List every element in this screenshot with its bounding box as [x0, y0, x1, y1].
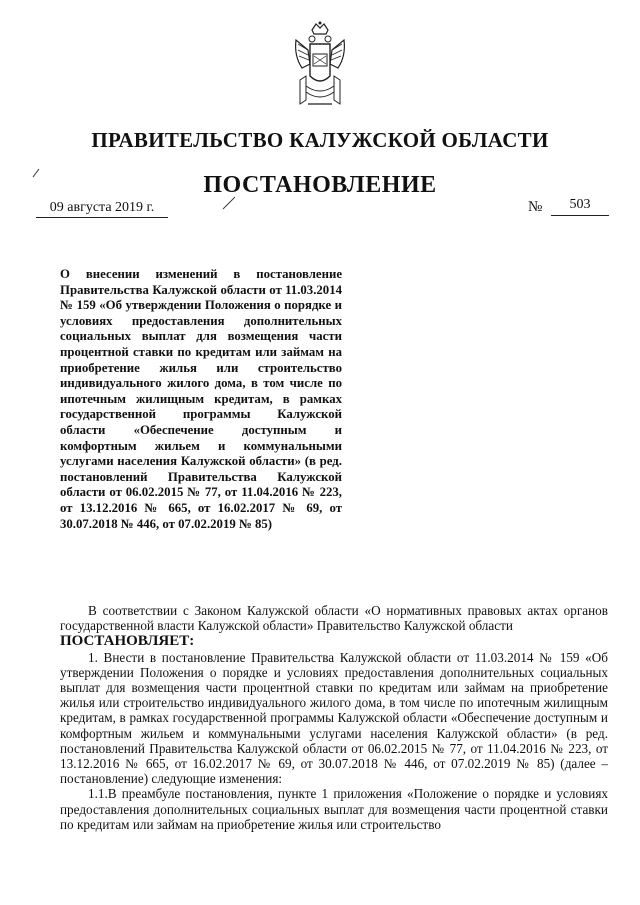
document-body	[60, 603, 608, 832]
pen-tick-icon	[32, 168, 40, 178]
document-subject: О внесении изменений в постановление Правительства Калужской области от 11.03.2014 № 159 «Об утверждении Положения о порядке и условиях предоставления дополнительных социальных выплат для возмещения части процентной ставки по кредитам или займам на приобретение жилья или строительство индивидуального жилого дома, в том числе по ипотечным жилищным кредитам, в рамках государственной программы Калужской области «Обеспечение доступным и комфортным жильем и коммунальными услугами населения Калужской области» (в ред. постановлений Правительства Калужской области от 06.02.2015 № 77, от 11.04.2016 № 223, от 13.12.2016 № 665, от 16.02.2017 № 69, от 30.07.2018 № 446, от 07.02.2019 № 85)	[60, 267, 342, 531]
item-1-1-paragraph: 1.1.В преамбуле постановления, пункте 1 приложения «Положение о порядке и условиях предоставления дополнительных социальных выплат для возмещения части процентной ставки по кредитам или займам на приобретение жилья или строительство	[60, 786, 608, 832]
document-number: 503	[551, 197, 609, 216]
resolves-heading	[60, 633, 608, 649]
intro-text: В соответствии с Законом Калужской области «О нормативных правовых актах органов государственной власти Калужской области» Правительство Калужской области	[60, 603, 608, 634]
document-date: 09 августа 2019 г.	[36, 200, 168, 218]
coat-of-arms-icon	[290, 20, 350, 108]
document-type-title: ПОСТАНОВЛЕНИЕ	[203, 172, 437, 198]
org-title: ПРАВИТЕЛЬСТВО КАЛУЖСКОЙ ОБЛАСТИ	[91, 128, 549, 152]
intro-paragraph	[60, 603, 608, 633]
document-number-label: №	[528, 199, 543, 215]
resolves-text: ПОСТАНОВЛЯЕТ:	[60, 633, 195, 650]
pen-stroke-icon	[222, 196, 236, 210]
item-1-paragraph: 1. Внести в постановление Правительства Калужской области от 11.03.2014 № 159 «Об утверждении Положения о порядке и условиях предоставления дополнительных социальных выплат для возмещения части процентной ставки по кредитам или займам на приобретение жилья или строительство индивидуального жилого дома, в том числе по ипотечным жилищным кредитам, в рамках государственной программы Калужской области «Обеспечение доступным и комфортным жильем и коммунальными услугами населения Калужской области» (в ред. постановлений Правительства Калужской области от 06.02.2015 № 77, от 11.04.2016 № 223, от 13.12.2016 № 665, от 16.02.2017 № 69, от 30.07.2018 № 446, от 07.02.2019 № 85) (далее – постановление) следующие изменения:	[60, 649, 608, 787]
